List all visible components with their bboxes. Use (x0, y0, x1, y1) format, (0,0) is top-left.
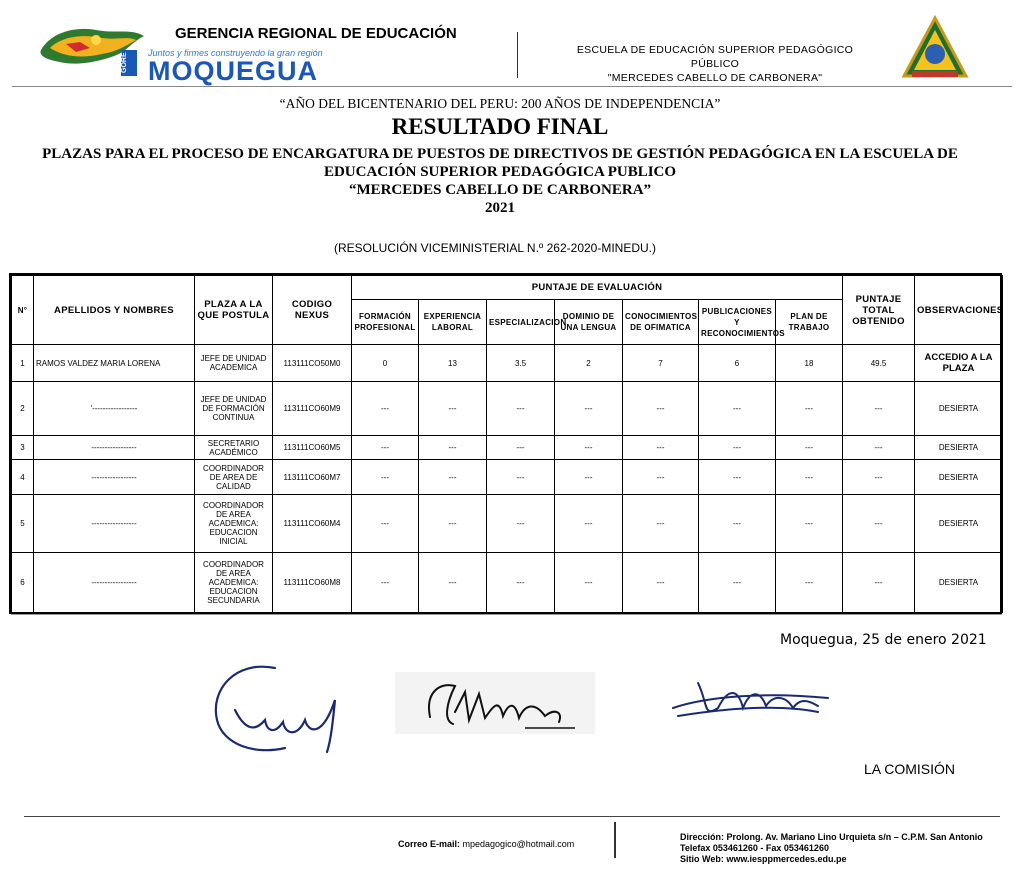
table-bottom-rule (11, 614, 1002, 615)
header-experiencia: EXPERIENCIA LABORAL (419, 300, 487, 345)
row-ofimatica: --- (623, 460, 699, 495)
row-plan: --- (776, 553, 843, 613)
row-num: 3 (12, 436, 34, 460)
footer-address: Dirección: Prolong. Av. Mariano Lino Urquieta s/n – C.P.M. San Antonio (680, 832, 983, 842)
gerencia-title: GERENCIA REGIONAL DE EDUCACIÓN (175, 25, 457, 42)
row-num: 5 (12, 495, 34, 553)
row-codigo: 113111CO50M0 (273, 345, 352, 382)
school-name-line2: "MERCEDES CABELLO DE CARBONERA" (607, 72, 823, 84)
row-dominio: 2 (555, 345, 623, 382)
table-row (12, 436, 1003, 460)
row-observacion: DESIERTA (915, 436, 1003, 460)
header-observaciones: OBSERVACIONES (915, 276, 1003, 345)
row-observacion: DESIERTA (915, 382, 1003, 436)
row-experiencia: --- (419, 436, 487, 460)
results-table (11, 275, 1003, 613)
row-ofimatica: --- (623, 495, 699, 553)
header-ofimatica: CONOCIMIENTOS DE OFIMATICA (623, 300, 699, 345)
header-total: PUNTAJE TOTAL OBTENIDO (843, 276, 915, 345)
row-ofimatica: --- (623, 382, 699, 436)
row-total: --- (843, 460, 915, 495)
row-dominio: --- (555, 495, 623, 553)
row-nombre: ----------------- (34, 436, 195, 460)
row-codigo: 113111CO60M4 (273, 495, 352, 553)
table-row (12, 495, 1003, 553)
table-row (12, 553, 1003, 613)
row-dominio: --- (555, 436, 623, 460)
row-total: 49.5 (843, 345, 915, 382)
email-label: Correo E-mail: (398, 839, 461, 849)
page-title: RESULTADO FINAL (391, 114, 609, 139)
row-num: 4 (12, 460, 34, 495)
email-value: mpedagogico@hotmail.com (462, 839, 575, 849)
row-total: --- (843, 382, 915, 436)
row-num: 1 (12, 345, 34, 382)
row-publicaciones: --- (699, 382, 776, 436)
header-separator (517, 32, 518, 78)
page-subtitle (0, 145, 1000, 217)
row-publicaciones: --- (699, 553, 776, 613)
row-formacion: --- (352, 460, 419, 495)
footer-telefax: Telefax 053461260 - Fax 053461260 (680, 843, 829, 853)
subtitle-line2: EDUCACIÓN SUPERIOR PEDAGÓGICA PUBLICO (323, 164, 677, 180)
footer-rule (24, 816, 1000, 817)
header-plaza: PLAZA A LA QUE POSTULA (195, 276, 273, 345)
row-plaza: JEFE DE UNIDAD ACADEMICA (195, 345, 273, 382)
subtitle-line1: PLAZAS PARA EL PROCESO DE ENCARGATURA DE PUESTOS DE DIRECTIVOS DE GESTIÓN PEDAGÓGICA EN LA ESCUELA DE (42, 146, 958, 162)
table-row (12, 382, 1003, 436)
row-formacion: --- (352, 436, 419, 460)
row-observacion: DESIERTA (915, 553, 1003, 613)
resolution-reference: (RESOLUCIÓN VICEMINISTERIAL N.º 262-2020-MINEDU.) (333, 241, 656, 255)
row-total: --- (843, 495, 915, 553)
header-plan: PLAN DE TRABAJO (776, 300, 843, 345)
row-experiencia: --- (419, 553, 487, 613)
header-publicaciones: PUBLICACIONES Y RECONOCIMIENTOS (699, 300, 776, 345)
school-name (560, 43, 870, 85)
row-codigo: 113111CO60M7 (273, 460, 352, 495)
header-nombres: APELLIDOS Y NOMBRES (34, 276, 195, 345)
row-experiencia: --- (419, 460, 487, 495)
row-nombre: '----------------- (34, 382, 195, 436)
signature-3 (668, 668, 838, 728)
row-num: 2 (12, 382, 34, 436)
row-plaza: COORDINADOR DE AREA DE CALIDAD (195, 460, 273, 495)
row-plan: --- (776, 460, 843, 495)
row-publicaciones: --- (699, 460, 776, 495)
row-total: --- (843, 436, 915, 460)
row-plan: --- (776, 382, 843, 436)
row-nombre: ----------------- (34, 460, 195, 495)
header-codigo: CODIGO NEXUS (273, 276, 352, 345)
subtitle-year: 2021 (485, 200, 515, 216)
gore-label: GORE (121, 50, 137, 76)
header-rule (12, 86, 1012, 87)
header-num: N° (12, 276, 34, 345)
row-especializacion: --- (487, 436, 555, 460)
region-name: MOQUEGUA (148, 56, 318, 86)
header-especializacion: ESPECIALIZACION (487, 300, 555, 345)
footer-contact (680, 832, 983, 865)
row-publicaciones: --- (699, 495, 776, 553)
row-dominio: --- (555, 460, 623, 495)
row-ofimatica: --- (623, 436, 699, 460)
row-ofimatica: 7 (623, 345, 699, 382)
commission-label: LA COMISIÓN (864, 761, 956, 777)
row-num: 6 (12, 553, 34, 613)
row-especializacion: --- (487, 553, 555, 613)
row-codigo: 113111CO60M8 (273, 553, 352, 613)
year-motto: “AÑO DEL BICENTENARIO DEL PERU: 200 AÑOS DE INDEPENDENCIA” (279, 96, 721, 111)
row-plaza: SECRETARIO ACADÉMICO (195, 436, 273, 460)
subtitle-line3: “MERCEDES CABELLO DE CARBONERA” (348, 182, 652, 198)
row-observacion: DESIERTA (915, 495, 1003, 553)
row-nombre: ----------------- (34, 495, 195, 553)
row-especializacion: --- (487, 495, 555, 553)
header-puntaje-evaluacion: PUNTAJE DE EVALUACIÓN (352, 276, 843, 300)
row-dominio: --- (555, 382, 623, 436)
school-emblem-icon (902, 16, 968, 80)
row-nombre: ----------------- (34, 553, 195, 613)
footer-website: Sitio Web: www.iesppmercedes.edu.pe (680, 854, 847, 864)
row-observacion: DESIERTA (915, 460, 1003, 495)
row-total: --- (843, 553, 915, 613)
row-observacion: ACCEDIO A LA PLAZA (915, 345, 1003, 382)
table-row (12, 345, 1003, 382)
row-publicaciones: --- (699, 436, 776, 460)
row-experiencia: 13 (419, 345, 487, 382)
row-experiencia: --- (419, 495, 487, 553)
region-tagline: Juntos y firmes construyendo la gran región (148, 48, 323, 58)
row-codigo: 113111CO60M9 (273, 382, 352, 436)
row-especializacion: --- (487, 382, 555, 436)
row-plan: 18 (776, 345, 843, 382)
row-plaza: COORDINADOR DE AREA ACADEMICA: EDUCACION INICIAL (195, 495, 273, 553)
footer-separator (614, 822, 616, 858)
row-formacion: --- (352, 382, 419, 436)
row-plaza: JEFE DE UNIDAD DE FORMACIÓN CONTINUA (195, 382, 273, 436)
school-name-line1: ESCUELA DE EDUCACIÓN SUPERIOR PEDAGÓGICO PÚBLICO (576, 44, 854, 70)
signature-1 (205, 660, 355, 760)
document-date: Moquegua, 25 de enero 2021 (780, 632, 987, 648)
row-plaza: COORDINADOR DE AREA ACADEMICA: EDUCACION SECUNDARIA (195, 553, 273, 613)
row-codigo: 113111CO60M5 (273, 436, 352, 460)
row-formacion: --- (352, 553, 419, 613)
row-formacion: --- (352, 495, 419, 553)
header-dominio: DOMINIO DE UNA LENGUA (555, 300, 623, 345)
row-plan: --- (776, 436, 843, 460)
row-publicaciones: 6 (699, 345, 776, 382)
footer-email (398, 839, 574, 849)
row-especializacion: --- (487, 460, 555, 495)
row-ofimatica: --- (623, 553, 699, 613)
row-plan: --- (776, 495, 843, 553)
header-formacion: FORMACIÓN PROFESIONAL (352, 300, 419, 345)
signature-2 (395, 672, 595, 742)
row-dominio: --- (555, 553, 623, 613)
row-nombre: RAMOS VALDEZ MARIA LORENA (34, 345, 195, 382)
row-experiencia: --- (419, 382, 487, 436)
table-row (12, 460, 1003, 495)
row-especializacion: 3.5 (487, 345, 555, 382)
row-formacion: 0 (352, 345, 419, 382)
